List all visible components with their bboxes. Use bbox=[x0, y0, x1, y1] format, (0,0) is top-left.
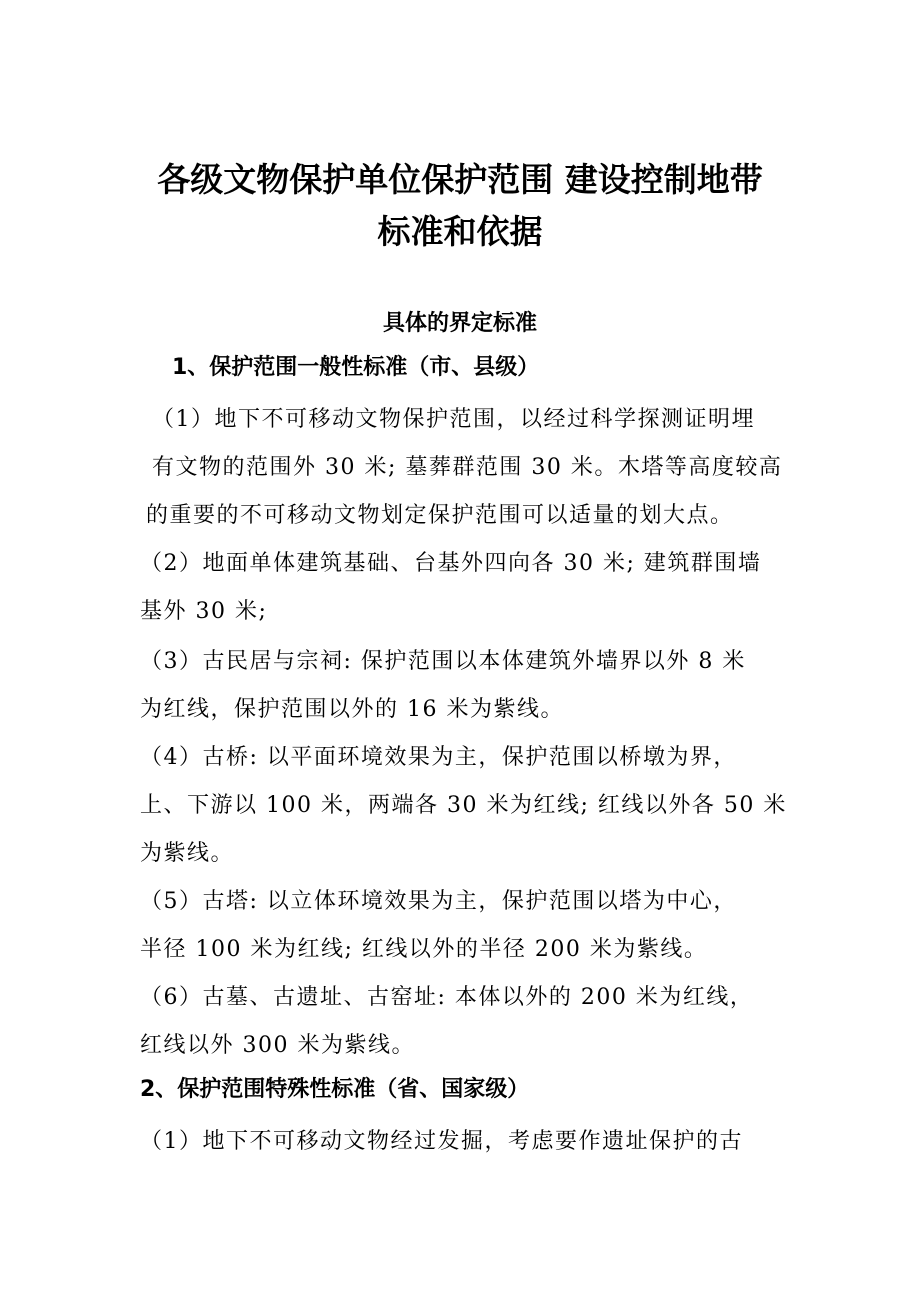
paragraph-line: 为红线，保护范围以外的 16 米为紫线。 bbox=[140, 697, 564, 722]
document-title-line-2: 标准和依据 bbox=[377, 212, 543, 251]
paragraph-line: 上、下游以 100 米，两端各 30 米为红线; 红线以外各 50 米 bbox=[140, 793, 787, 818]
paragraph-line: （1）地下不可移动文物保护范围，以经过科学探测证明埋 bbox=[152, 407, 755, 432]
paragraph-line: 红线以外 300 米为紫线。 bbox=[140, 1033, 415, 1058]
paragraph-line: 基外 30 米; bbox=[140, 599, 268, 624]
paragraph-line: 半径 100 米为红线; 红线以外的半径 200 米为紫线。 bbox=[140, 937, 708, 962]
document-title-line-1: 各级文物保护单位保护范围 建设控制地带 bbox=[157, 160, 763, 199]
paragraph-line: 有文物的范围外 30 米; 墓葬群范围 30 米。木塔等高度较高 bbox=[152, 455, 783, 480]
paragraph-line: （5）古塔: 以立体环境效果为主，保护范围以塔为中心， bbox=[140, 889, 737, 914]
section-1-heading: 1、保护范围一般性标准（市、县级） bbox=[172, 355, 540, 380]
paragraph-line: 为紫线。 bbox=[140, 841, 235, 866]
paragraph-line: （1）地下不可移动文物经过发掘，考虑要作遗址保护的古 bbox=[140, 1129, 743, 1154]
paragraph-line: 的重要的不可移动文物划定保护范围可以适量的划大点。 bbox=[146, 503, 734, 528]
paragraph-line: （6）古墓、古遗址、古窑址: 本体以外的 200 米为红线， bbox=[140, 985, 754, 1010]
paragraph-line: （3）古民居与宗祠: 保护范围以本体建筑外墙界以外 8 米 bbox=[140, 649, 746, 674]
subheading: 具体的界定标准 bbox=[382, 311, 537, 336]
paragraph-line: （2）地面单体建筑基础、台基外四向各 30 米; 建筑群围墙 bbox=[140, 551, 762, 576]
section-2-heading: 2、保护范围特殊性标准（省、国家级） bbox=[140, 1077, 530, 1102]
paragraph-line: （4）古桥: 以平面环境效果为主，保护范围以桥墩为界， bbox=[140, 745, 737, 770]
